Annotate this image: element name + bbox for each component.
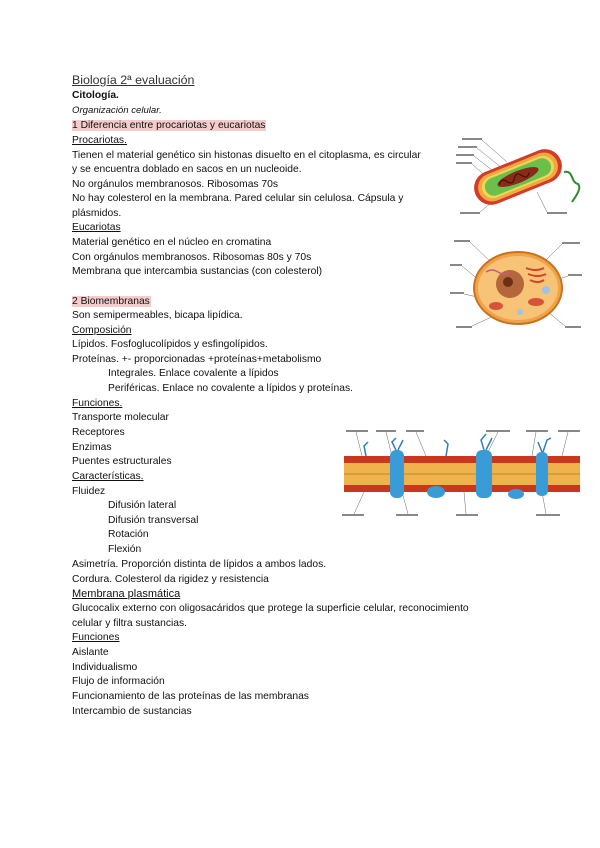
- document-title: Biología 2ª evaluación: [72, 73, 195, 87]
- procariotas-heading: Procariotas.: [72, 135, 127, 146]
- memb-line-2: celular y filtra sustancias.: [72, 618, 188, 629]
- prokaryote-diagram: [452, 132, 584, 220]
- euc-line-2: Con orgánulos membranosos. Ribosomas 80s y 70s: [72, 252, 312, 263]
- mitochondrion: [528, 298, 544, 306]
- subtitle: Organización celular.: [72, 105, 162, 116]
- func2-item: Aislante: [72, 647, 109, 658]
- pro-line-5: plásmidos.: [72, 208, 122, 219]
- func-item: Transporte molecular: [72, 412, 169, 423]
- nucleolus: [503, 277, 513, 287]
- heading-1: [72, 119, 266, 133]
- peripheral-protein: [508, 489, 524, 499]
- vesicle: [517, 309, 523, 315]
- fluidez-item: Flexión: [108, 544, 142, 555]
- caracteristicas-heading: Características.: [72, 471, 144, 482]
- peripheral-protein: [427, 486, 445, 498]
- comp-line-1: Lípidos. Fosfoglucolípidos y esfingolípidos.: [72, 339, 268, 350]
- comp-line-3: Integrales. Enlace covalente a lípidos: [108, 368, 279, 379]
- asimetria: Asimetría. Proporción distinta de lípidos a ambos lados.: [72, 559, 327, 570]
- pro-line-4: No hay colesterol en la membrana. Pared celular sin celulosa. Cápsula y: [72, 193, 404, 204]
- section-citologia: Citología.: [72, 90, 119, 101]
- func2-item: Intercambio de sustancias: [72, 706, 192, 717]
- mitochondrion: [489, 302, 503, 310]
- pro-line-2: y se encuentra doblado en sacos en un nucleoide.: [72, 164, 302, 175]
- func-item: Enzimas: [72, 442, 112, 453]
- cordura: Cordura. Colesterol da rigidez y resistencia: [72, 574, 269, 585]
- heading-2-text: 2 Biomembranas: [72, 296, 150, 307]
- comp-line-4: Periféricas. Enlace no covalente a lípidos y proteínas.: [108, 383, 353, 394]
- fluidez: Fluidez: [72, 486, 106, 497]
- func2-item: Funcionamiento de las proteínas de las membranas: [72, 691, 309, 702]
- eukaryote-diagram: [450, 236, 584, 336]
- fluidez-item: Difusión transversal: [108, 515, 199, 526]
- integral-protein: [390, 450, 404, 498]
- integral-protein: [536, 452, 548, 496]
- membrana-heading: Membrana plasmática: [72, 588, 181, 600]
- composicion-heading: Composición: [72, 325, 132, 336]
- comp-line-2: Proteínas. +- proporcionadas +proteínas+metabolismo: [72, 354, 322, 365]
- euc-line-1: Material genético en el núcleo en cromatina: [72, 237, 272, 248]
- heading-2: [72, 295, 151, 309]
- fluidez-item: Difusión lateral: [108, 500, 177, 511]
- euc-line-3: Membrana que intercambia sustancias (con colesterol): [72, 266, 323, 277]
- heading-1-text: 1 Diferencia entre procariotas y eucariotas: [72, 120, 266, 131]
- func2-item: Individualismo: [72, 662, 138, 673]
- fluidez-item: Rotación: [108, 529, 149, 540]
- pro-line-1: Tienen el material genético sin histonas disuelto en el citoplasma, es circular: [72, 150, 421, 161]
- func-item: Puentes estructurales: [72, 456, 172, 467]
- eucariotas-heading: Eucariotas: [72, 222, 121, 233]
- func-item: Receptores: [72, 427, 125, 438]
- func2-item: Flujo de información: [72, 676, 165, 687]
- membrane-diagram: [336, 426, 588, 522]
- funciones2-heading: Funciones: [72, 632, 120, 643]
- flagellum: [564, 172, 579, 202]
- vesicle: [542, 286, 550, 294]
- funciones-heading: Funciones.: [72, 398, 123, 409]
- integral-protein: [476, 450, 492, 498]
- pro-line-3: No orgánulos membranosos. Ribosomas 70s: [72, 179, 279, 190]
- memb-line-1: Glucocalix externo con oligosacáridos que protege la superficie celular, reconocimiento: [72, 603, 469, 614]
- bio-line-1: Son semipermeables, bicapa lipídica.: [72, 310, 243, 321]
